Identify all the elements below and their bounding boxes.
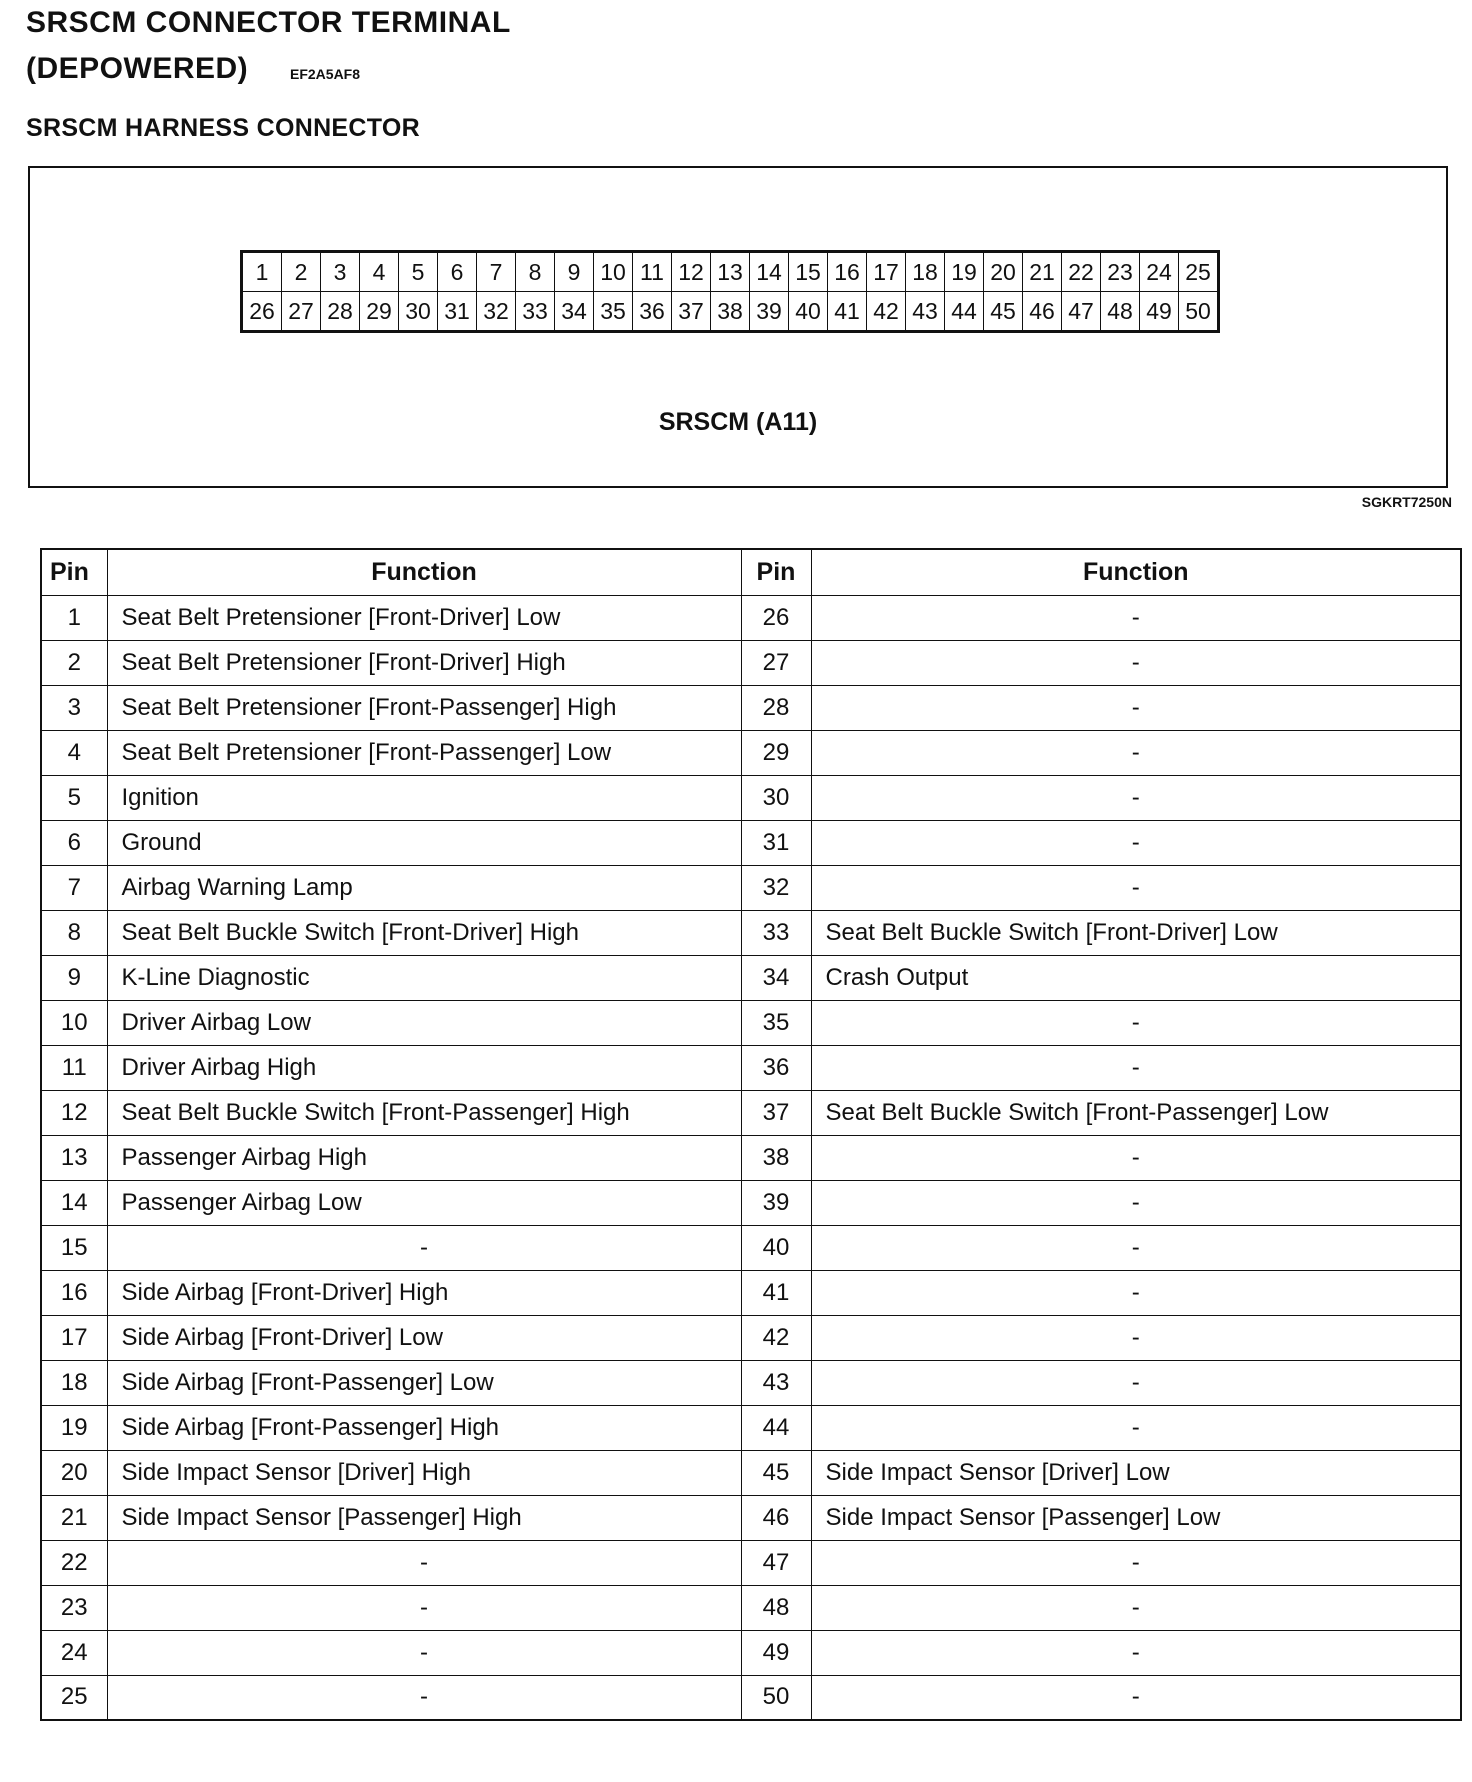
pin-number-cell: 6 [41,820,107,865]
header-pin-right: Pin [741,549,811,595]
table-row [41,1315,1461,1360]
connector-pin: 40 [789,292,828,332]
function-cell: - [811,1585,1461,1630]
pin-number-cell: 1 [41,595,107,640]
table-row [41,685,1461,730]
pin-number-cell: 19 [41,1405,107,1450]
pin-number-cell: 30 [741,775,811,820]
pin-number-cell: 33 [741,910,811,955]
table-row [41,640,1461,685]
connector-pin: 7 [477,252,516,292]
pin-number-cell: 23 [41,1585,107,1630]
pin-number-cell: 42 [741,1315,811,1360]
connector-pin: 21 [1023,252,1062,292]
function-cell: Seat Belt Buckle Switch [Front-Passenger] High [107,1090,741,1135]
connector-pin: 32 [477,292,516,332]
pin-number-cell: 50 [741,1675,811,1720]
page-title: SRSCM CONNECTOR TERMINAL [26,6,511,39]
pin-number-cell: 29 [741,730,811,775]
connector-pin: 30 [399,292,438,332]
function-cell: Side Impact Sensor [Driver] Low [811,1450,1461,1495]
table-row [41,1360,1461,1405]
pin-number-cell: 13 [41,1135,107,1180]
connector-diagram [28,166,1448,488]
connector-pin: 15 [789,252,828,292]
function-cell: - [107,1675,741,1720]
pin-function-table [40,548,1462,1721]
pin-number-cell: 17 [41,1315,107,1360]
function-cell: Seat Belt Buckle Switch [Front-Driver] Low [811,910,1461,955]
function-cell: Driver Airbag Low [107,1000,741,1045]
pin-number-cell: 27 [741,640,811,685]
function-cell: Airbag Warning Lamp [107,865,741,910]
function-cell: Crash Output [811,955,1461,1000]
function-cell: - [107,1540,741,1585]
pin-number-cell: 2 [41,640,107,685]
function-cell: - [107,1225,741,1270]
header-function-left: Function [107,549,741,595]
pin-number-cell: 46 [741,1495,811,1540]
pin-number-cell: 35 [741,1000,811,1045]
connector-pin: 35 [594,292,633,332]
function-cell: Side Airbag [Front-Driver] High [107,1270,741,1315]
table-header-row [41,549,1461,595]
pin-number-cell: 24 [41,1630,107,1675]
function-cell: - [811,1270,1461,1315]
connector-pin: 23 [1101,252,1140,292]
connector-row-bottom [242,292,1219,332]
pin-number-cell: 39 [741,1180,811,1225]
table-row [41,1090,1461,1135]
function-cell: Side Impact Sensor [Passenger] Low [811,1495,1461,1540]
pin-number-cell: 4 [41,730,107,775]
connector-pin-grid [240,250,1220,333]
pin-number-cell: 14 [41,1180,107,1225]
function-cell: - [811,1045,1461,1090]
pin-number-cell: 41 [741,1270,811,1315]
connector-pin: 49 [1140,292,1179,332]
connector-pin: 12 [672,252,711,292]
table-row [41,1225,1461,1270]
pin-number-cell: 40 [741,1225,811,1270]
pin-number-cell: 9 [41,955,107,1000]
pin-number-cell: 10 [41,1000,107,1045]
connector-pin: 6 [438,252,477,292]
connector-pin: 8 [516,252,555,292]
connector-pin: 9 [555,252,594,292]
pin-number-cell: 47 [741,1540,811,1585]
table-row [41,1135,1461,1180]
connector-label: SRSCM (A11) [658,408,818,436]
function-cell: - [811,640,1461,685]
function-cell: - [811,820,1461,865]
function-cell: Seat Belt Pretensioner [Front-Passenger] High [107,685,741,730]
connector-pin: 2 [282,252,321,292]
connector-row-top [242,252,1219,292]
connector-pin: 13 [711,252,750,292]
connector-pin: 42 [867,292,906,332]
header-pin-left: Pin [41,549,107,595]
connector-pin: 3 [321,252,360,292]
pin-number-cell: 8 [41,910,107,955]
connector-pin: 26 [242,292,282,332]
connector-pin: 33 [516,292,555,332]
connector-pin: 27 [282,292,321,332]
connector-pin: 45 [984,292,1023,332]
pin-number-cell: 48 [741,1585,811,1630]
function-cell: - [811,775,1461,820]
table-row [41,1630,1461,1675]
table-row [41,955,1461,1000]
function-cell: - [811,1225,1461,1270]
connector-pin: 1 [242,252,282,292]
pin-number-cell: 16 [41,1270,107,1315]
connector-pin: 18 [906,252,945,292]
connector-pin: 39 [750,292,789,332]
table-row [41,1540,1461,1585]
pin-number-cell: 31 [741,820,811,865]
function-cell: - [107,1585,741,1630]
function-cell: Seat Belt Pretensioner [Front-Driver] Low [107,595,741,640]
table-row [41,865,1461,910]
function-cell: Side Impact Sensor [Driver] High [107,1450,741,1495]
pin-number-cell: 11 [41,1045,107,1090]
connector-pin: 16 [828,252,867,292]
function-cell: Seat Belt Pretensioner [Front-Driver] High [107,640,741,685]
connector-pin: 37 [672,292,711,332]
table-row [41,820,1461,865]
function-cell: Seat Belt Buckle Switch [Front-Passenger] Low [811,1090,1461,1135]
pin-number-cell: 45 [741,1450,811,1495]
connector-pin: 14 [750,252,789,292]
pin-number-cell: 28 [741,685,811,730]
table-row [41,1495,1461,1540]
connector-pin: 36 [633,292,672,332]
table-row [41,1000,1461,1045]
connector-pin: 38 [711,292,750,332]
function-cell: - [811,1675,1461,1720]
connector-pin: 24 [1140,252,1179,292]
connector-pin: 20 [984,252,1023,292]
pin-number-cell: 7 [41,865,107,910]
connector-pin: 44 [945,292,984,332]
table-row [41,1045,1461,1090]
connector-pin: 41 [828,292,867,332]
function-cell: Passenger Airbag High [107,1135,741,1180]
pin-number-cell: 32 [741,865,811,910]
function-cell: Side Airbag [Front-Passenger] High [107,1405,741,1450]
table-row [41,1405,1461,1450]
pin-number-cell: 18 [41,1360,107,1405]
pin-number-cell: 49 [741,1630,811,1675]
function-cell: Side Airbag [Front-Passenger] Low [107,1360,741,1405]
pin-number-cell: 21 [41,1495,107,1540]
function-cell: - [811,1630,1461,1675]
pin-number-cell: 20 [41,1450,107,1495]
figure-code: SGKRT7250N [1361,494,1452,510]
function-cell: - [811,685,1461,730]
pin-number-cell: 44 [741,1405,811,1450]
function-cell: Side Airbag [Front-Driver] Low [107,1315,741,1360]
connector-pin: 17 [867,252,906,292]
table-row [41,730,1461,775]
doc-code: EF2A5AF8 [290,66,361,82]
connector-pin: 29 [360,292,399,332]
function-cell: Seat Belt Pretensioner [Front-Passenger] Low [107,730,741,775]
connector-pin: 10 [594,252,633,292]
pin-number-cell: 38 [741,1135,811,1180]
pin-number-cell: 34 [741,955,811,1000]
function-cell: - [811,1540,1461,1585]
pin-number-cell: 36 [741,1045,811,1090]
pin-number-cell: 25 [41,1675,107,1720]
pin-number-cell: 15 [41,1225,107,1270]
page-title-sub: (DEPOWERED) [26,52,249,85]
function-cell: Driver Airbag High [107,1045,741,1090]
connector-pin: 4 [360,252,399,292]
function-cell: Passenger Airbag Low [107,1180,741,1225]
function-cell: - [811,595,1461,640]
pin-number-cell: 5 [41,775,107,820]
function-cell: - [811,1135,1461,1180]
table-row [41,910,1461,955]
function-cell: - [811,1180,1461,1225]
connector-pin: 31 [438,292,477,332]
section-heading: SRSCM HARNESS CONNECTOR [26,114,420,142]
table-row [41,775,1461,820]
connector-pin: 25 [1179,252,1219,292]
function-cell: - [811,1315,1461,1360]
function-cell: - [811,1000,1461,1045]
header-function-right: Function [811,549,1461,595]
pin-number-cell: 26 [741,595,811,640]
connector-pin: 28 [321,292,360,332]
pin-number-cell: 22 [41,1540,107,1585]
connector-pin: 43 [906,292,945,332]
pin-number-cell: 37 [741,1090,811,1135]
pin-number-cell: 43 [741,1360,811,1405]
function-cell: Side Impact Sensor [Passenger] High [107,1495,741,1540]
function-cell: - [811,1360,1461,1405]
table-row [41,1180,1461,1225]
connector-pin: 5 [399,252,438,292]
connector-pin: 47 [1062,292,1101,332]
function-cell: - [811,1405,1461,1450]
connector-pin: 48 [1101,292,1140,332]
table-row [41,1585,1461,1630]
function-cell: Seat Belt Buckle Switch [Front-Driver] High [107,910,741,955]
connector-pin: 50 [1179,292,1219,332]
function-cell: - [107,1630,741,1675]
connector-pin: 34 [555,292,594,332]
function-cell: Ground [107,820,741,865]
connector-pin: 22 [1062,252,1101,292]
table-row [41,1450,1461,1495]
table-row [41,1270,1461,1315]
connector-pin: 46 [1023,292,1062,332]
connector-pin: 19 [945,252,984,292]
function-cell: - [811,865,1461,910]
pin-number-cell: 12 [41,1090,107,1135]
function-cell: - [811,730,1461,775]
table-row [41,595,1461,640]
table-row [41,1675,1461,1720]
function-cell: K-Line Diagnostic [107,955,741,1000]
connector-pin: 11 [633,252,672,292]
function-cell: Ignition [107,775,741,820]
pin-number-cell: 3 [41,685,107,730]
